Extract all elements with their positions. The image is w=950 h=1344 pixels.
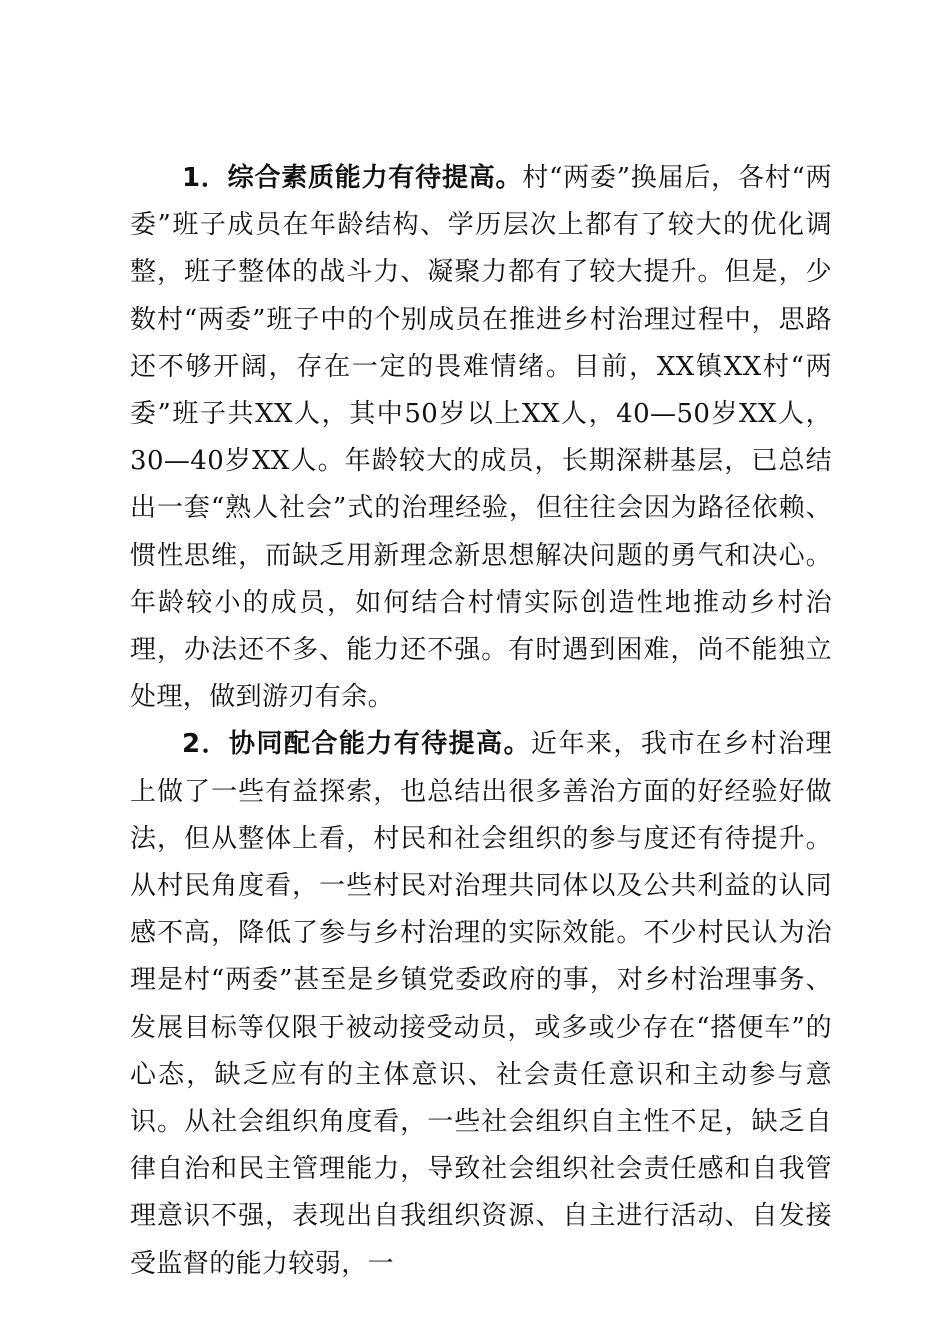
paragraph-text: 近年来，我市在乡村治理上做了一些有益探索，也总结出很多善治方面的好经验好做法，但从整体上看，村民和社会组织的参与度还有待提升。从村民角度看，一些村民对治理共同体以及公共利益的认同感不高，降低了参与乡村治理的实际效能。不少村民认为治理是村“两委”甚至是乡镇党委政府的事，对乡村治理事务、发展目标等仅限于被动接受动员，或多或少存在“搭便车”的心态，缺乏应有的主体意识、社会责任意识和主动参与意识。从社会组织角度看，一些社会组织自主性不足，缺乏自律自治和民主管理能力，导致社会组织社会责任感和自我管理意识不强，表现出自我组织资源、自主进行活动、自发接受监督的能力较弱，一 xyxy=(130,729,832,1279)
paragraph-heading: 1．综合素质能力有待提高。 xyxy=(182,163,523,193)
paragraph-text: 村“两委”换届后，各村“两委”班子成员在年龄结构、学历层次上都有了较大的优化调整，班子整体的战斗力、凝聚力都有了较大提升。但是，少数村“两委”班子中的个别成员在推进乡村治理过程中，思路还不够开阔，存在一定的畏难情绪。目前，XX镇XX村“两委”班子共XX人，其中50岁以上XX人，40—50岁XX人，30—40岁XX人。年龄较大的成员，长期深耕基层，已总结出一套“熟人社会”式的治理经验，但往往会因为路径依赖、惯性思维，而缺乏用新理念新思想解决问题的勇气和决心。年龄较小的成员，如何结合村情实际创造性地推动乡村治理，办法还不多、能力还不强。有时遇到困难，尚不能独立处理，做到游刃有余。 xyxy=(130,163,832,713)
paragraph-comprehensive-quality xyxy=(130,155,832,721)
paragraph-coordination-ability xyxy=(130,721,832,1287)
paragraph-heading: 2．协同配合能力有待提高。 xyxy=(182,729,532,760)
document-body xyxy=(130,155,832,1288)
